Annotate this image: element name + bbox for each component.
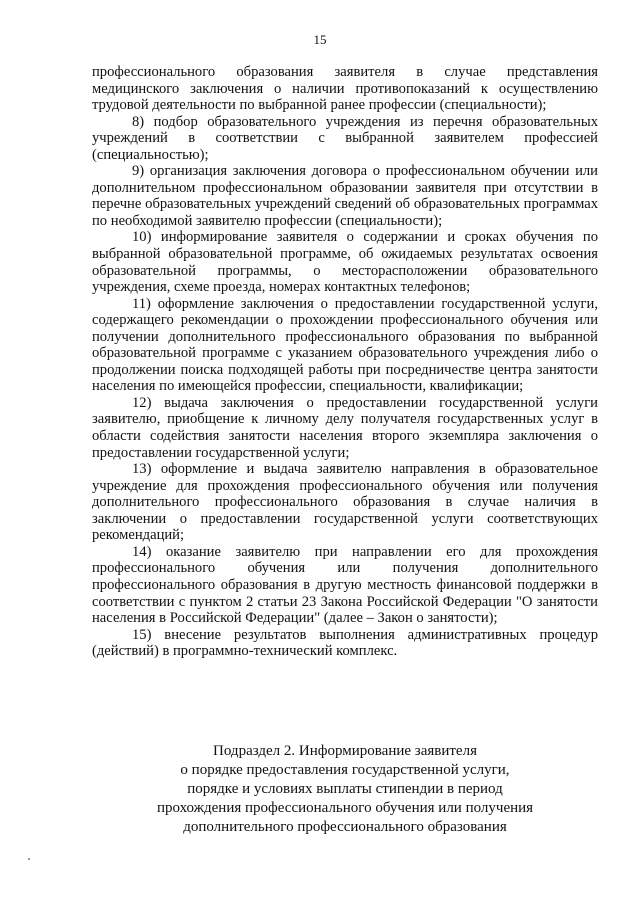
scan-artifact (28, 858, 30, 860)
subsection-title-line: Подраздел 2. Информирование заявителя (213, 743, 477, 759)
subsection-title-line: дополнительного профессионального образования (183, 819, 507, 835)
paragraph-item-15: 15) внесение результатов выполнения административных процедур (действий) в программно-технический комплекс. (92, 626, 598, 660)
paragraph-item-10: 10) информирование заявителя о содержании и сроках обучения по выбранной образовательной программе, об ожидаемых результатах освоения образовательной программы, о месторасположении образовательного учреждения, схеме проезда, номерах контактных телефонов; (92, 229, 598, 296)
paragraph-item-14: 14) оказание заявителю при направлении его для прохождения профессионального обучения или получения дополнительного профессионального образования в другую местность финансовой поддержки в соответствии с пунктом 2 статьи 23 Закона Российской Федерации "О занятости населения в Российской Федерации" (далее – Закон о занятости); (92, 543, 598, 627)
paragraph-item-11: 11) оформление заключения о предоставлении государственной услуги, содержащего рекомендации о прохождении профессионального обучения или получении дополнительного профессионального образования по выбранной образовательной программе с указанием образовательного учреждения либо о продолжении поиска подходящей работы при посредничестве центра занятости населения по имеющейся профессии, специальности, квалификации; (92, 295, 598, 395)
paragraph-item-8: 8) подбор образовательного учреждения из перечня образовательных учреждений в соответствии с выбранной заявителем профессией (специальностью); (92, 113, 598, 163)
paragraph-item-9: 9) организация заключения договора о профессиональном обучении или дополнительном профессиональном образовании заявителя при отсутствии в перечне образовательных учреждений сведений об образовательных программах по необходимой заявителю профессии (специальности); (92, 163, 598, 229)
subsection-title-line: порядке и условиях выплаты стипендии в период (187, 781, 503, 797)
paragraph-item-13: 13) оформление и выдача заявителю направления в образовательное учреждение для прохождения профессионального обучения или получения дополнительного профессионального образования в случае наличия в заключении о предоставлении государственной услуги соответствующих рекомендаций; (92, 461, 598, 544)
document-body (92, 64, 598, 660)
subsection-heading (92, 742, 598, 837)
paragraph-item-12: 12) выдача заключения о предоставлении государственной услуги заявителю, приобщение к личному делу получателя государственных услуг в области содействия занятости населения второго экземпляра заключения о предоставлении государственной услуги; (92, 394, 598, 461)
page-number: 15 (313, 32, 327, 47)
subsection-title-line: о порядке предоставления государственной услуги, (180, 762, 510, 778)
paragraph-continuation: профессионального образования заявителя в случае представления медицинского заключения о наличии противопоказаний к осуществлению трудовой деятельности по выбранной ранее профессии (специальности); (92, 64, 598, 114)
subsection-title-line: прохождения профессионального обучения или получения (156, 800, 534, 816)
